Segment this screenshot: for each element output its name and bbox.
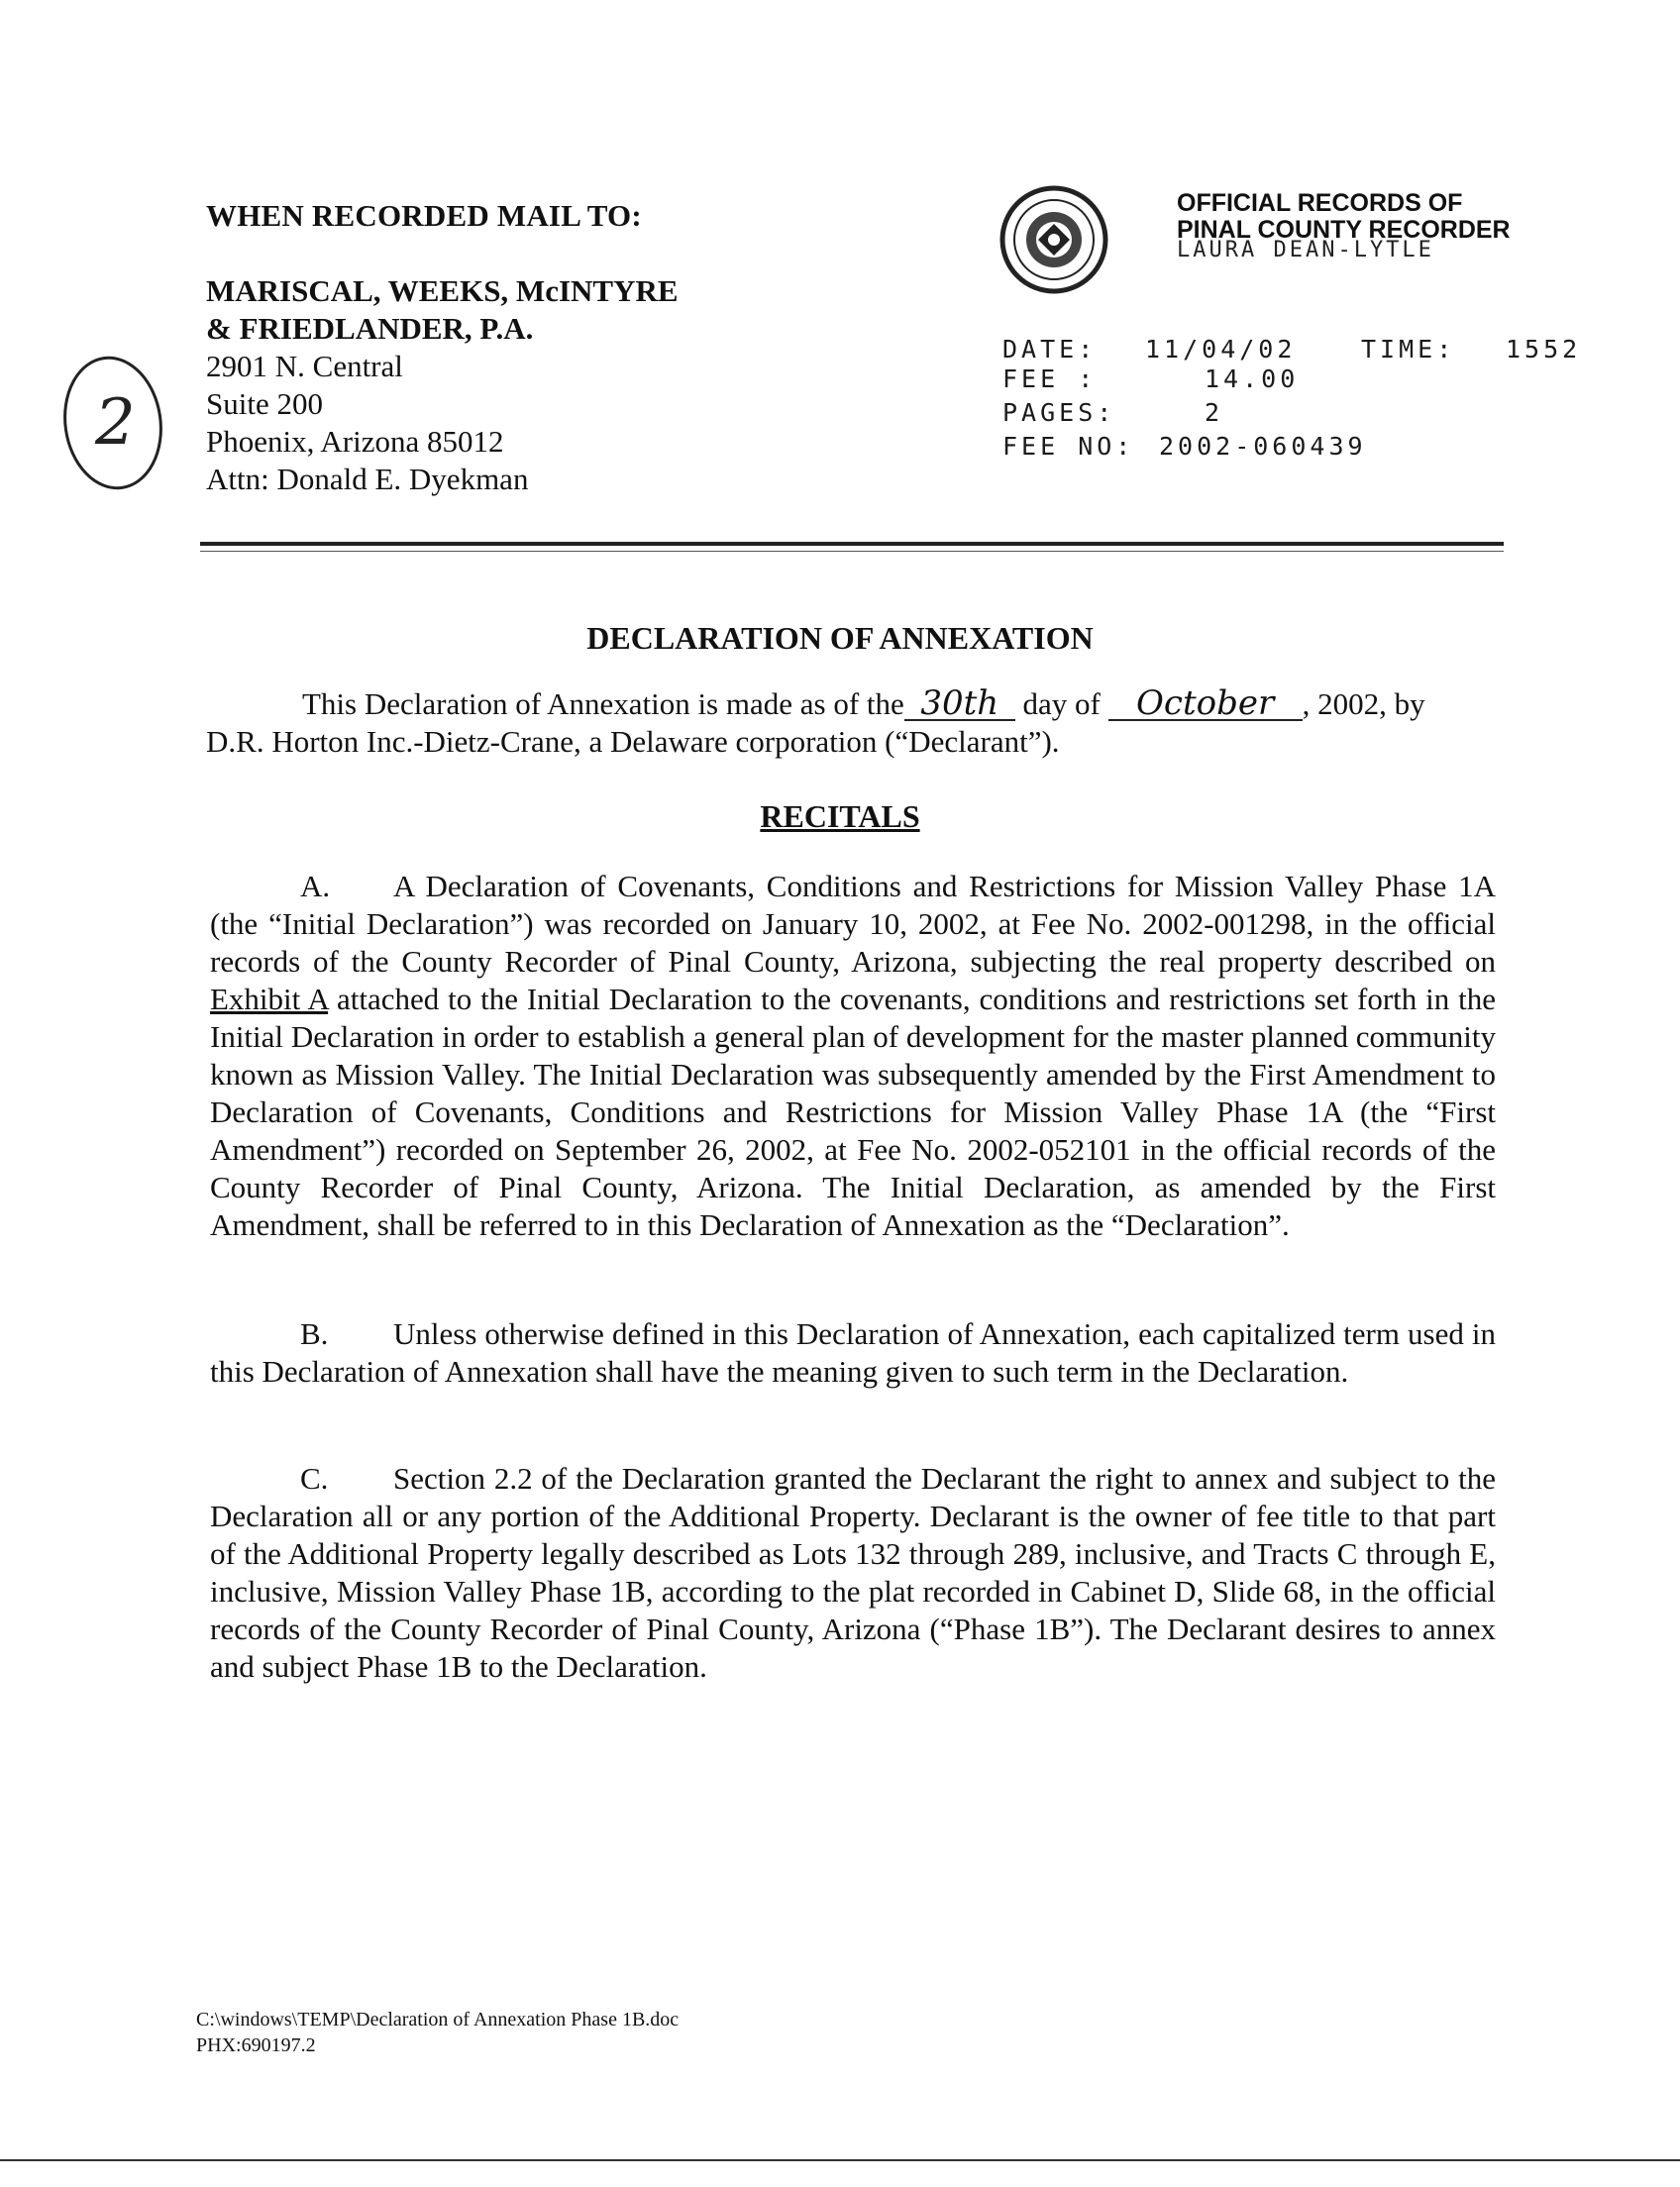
recital-text-cont: attached to the Initial Declaration to the covenants, conditions and restrictions set forth in the Initial Declaration in order to establish a general plan of development for the master planned community known as Mission Valley. The Initial Declaration was subsequently amended by the First Amendment to Declaration of Covenants, Conditions and Restrictions for Mission Valley Phase 1A (the “First Amendment”) recorded on September 26, 2002, at Fee No. 2002-052101 in the official records of the County Recorder of Pinal County, Arizona. The Initial Declaration, as amended by the First Amendment, shall be referred to in this Declaration of Annexation as the “Declaration”. xyxy=(210,982,1496,1242)
recital-text: Unless otherwise defined in this Declaration of Annexation, each capitalized term used in this Declaration of Annexation shall have the meaning given to such term in the Declaration. xyxy=(210,1316,1496,1389)
bottom-scan-line xyxy=(0,2159,1680,2161)
stamp-date-value: 11/04/02 xyxy=(1145,335,1297,364)
stamp-time-label: TIME: xyxy=(1361,335,1456,364)
handwritten-page-mark xyxy=(52,349,170,497)
firm-name-line2: & FRIEDLANDER, P.A. xyxy=(206,311,534,346)
stamp-date-label: DATE: xyxy=(1002,335,1098,364)
document-id: PHX:690197.2 xyxy=(196,2034,316,2056)
intro-paragraph xyxy=(206,685,1500,761)
stamp-fee-label: FEE : xyxy=(1002,364,1098,393)
address-line: 2901 N. Central xyxy=(206,349,403,383)
stamp-fee-value: 14.00 xyxy=(1205,364,1300,393)
mailing-address xyxy=(206,348,528,498)
intro-text-3: , 2002, by xyxy=(1302,686,1425,721)
file-path: C:\windows\TEMP\Declaration of Annexation Phase 1B.doc xyxy=(196,2009,680,2031)
address-line: Suite 200 xyxy=(206,386,323,421)
intro-text-1: This Declaration of Annexation is made as of the xyxy=(302,686,904,721)
exhibit-reference: Exhibit A xyxy=(210,982,329,1016)
handwritten-month: October xyxy=(1108,687,1303,721)
recital-paragraph-c xyxy=(210,1460,1496,1686)
header-divider xyxy=(200,542,1504,546)
recital-paragraph-a xyxy=(210,868,1496,1244)
recital-paragraph-b xyxy=(210,1315,1496,1391)
recital-label: B. xyxy=(300,1316,329,1351)
stamp-time-value: 1552 xyxy=(1506,335,1582,364)
mail-to-heading: WHEN RECORDED MAIL TO: xyxy=(206,198,642,233)
firm-name-line1: MARISCAL, WEEKS, McINTYRE xyxy=(206,273,679,308)
recorder-title-line1: OFFICIAL RECORDS OF xyxy=(1177,189,1463,217)
recital-label: A. xyxy=(300,869,331,903)
intro-line1 xyxy=(206,685,1500,723)
intro-text-2: day of xyxy=(1022,686,1101,721)
handwritten-digit: 2 xyxy=(95,386,136,460)
document-footer xyxy=(196,2007,679,2058)
header-divider-thin xyxy=(200,551,1504,552)
stamp-pages-value: 2 xyxy=(1205,398,1224,427)
recital-text: Section 2.2 of the Declaration granted the Declarant the right to annex and subject to the Declaration all or any portion of the Additional Property. Declarant is the owner of fee title to that part of the Additional Property legally described as Lots 132 through 289, inclusive, and Tracts C through E, inclusive, Mission Valley Phase 1B, according to the plat recorded in Cabinet D, Slide 68, in the official records of the County Recorder of Pinal County, Arizona (“Phase 1B”). The Declarant desires to annex and subject Phase 1B to the Declaration. xyxy=(210,1461,1496,1684)
stamp-fee-no-label: FEE NO: xyxy=(1002,432,1135,461)
recital-text: A Declaration of Covenants, Conditions and Restrictions for Mission Valley Phase 1A (the “Initial Declaration”) was recorded on January 10, 2002, at Fee No. 2002-001298, in the official records of the County Recorder of Pinal County, Arizona, subjecting the real property described on xyxy=(210,869,1496,979)
address-line: Attn: Donald E. Dyekman xyxy=(206,462,529,496)
county-seal-icon xyxy=(998,184,1109,295)
recitals-heading: RECITALS xyxy=(760,798,920,834)
document-title: DECLARATION OF ANNEXATION xyxy=(586,620,1094,656)
handwritten-day: 30th xyxy=(904,687,1015,721)
recorder-title xyxy=(1177,190,1511,244)
recorder-name: LAURA DEAN-LYTLE xyxy=(1177,238,1434,262)
intro-line2: D.R. Horton Inc.-Dietz-Crane, a Delaware corporation (“Declarant”). xyxy=(206,724,1060,759)
firm-name xyxy=(206,272,679,348)
recorder-title-line2: PINAL COUNTY RECORDER xyxy=(1177,216,1511,244)
stamp-pages-label: PAGES: xyxy=(1002,398,1116,427)
recital-label: C. xyxy=(300,1461,329,1496)
address-line: Phoenix, Arizona 85012 xyxy=(206,424,504,459)
stamp-fee-no-value: 2002-060439 xyxy=(1159,432,1367,461)
